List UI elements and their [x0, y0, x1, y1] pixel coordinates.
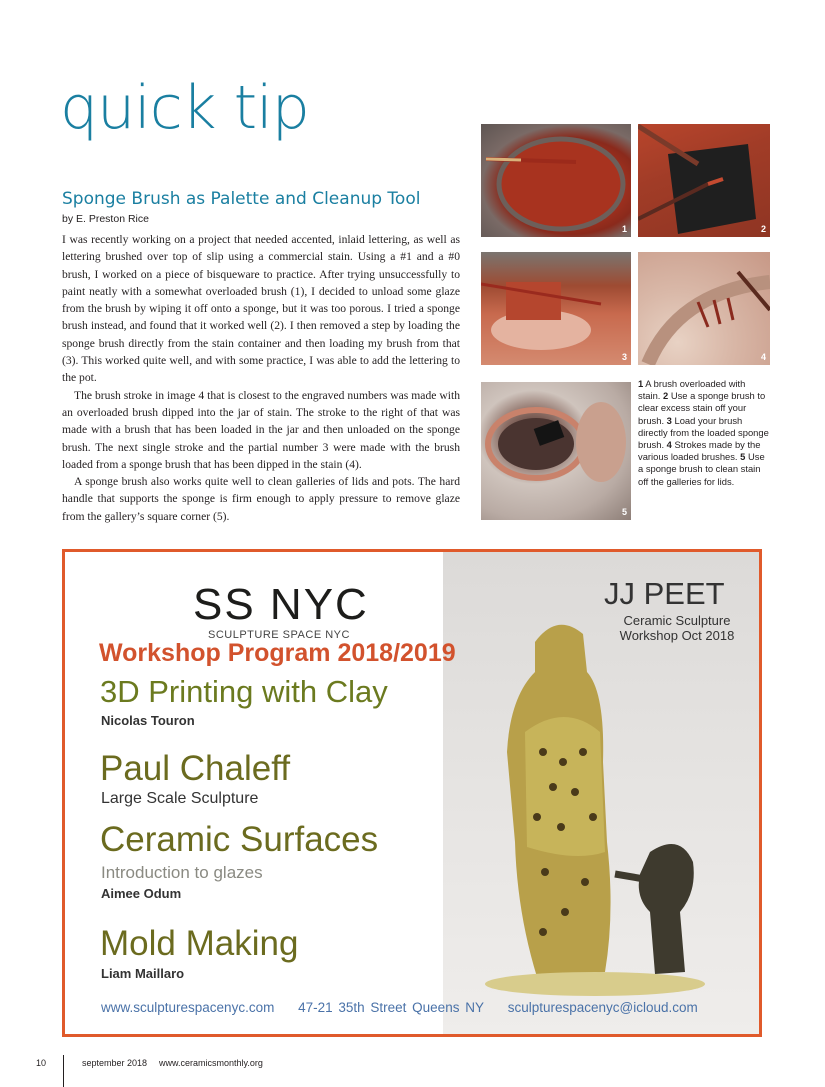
- ad-artist-line: Ceramic Sculpture: [623, 613, 731, 628]
- workshop-title: Mold Making: [100, 924, 299, 963]
- photo-sponge-brush: [638, 124, 770, 237]
- page-number: 10: [36, 1058, 47, 1068]
- ad-logo: SS NYC: [193, 580, 369, 629]
- photo-strokes: [638, 252, 770, 365]
- workshop-subtitle: Large Scale Sculpture: [101, 790, 259, 807]
- photo-number: 2: [760, 224, 766, 234]
- photo-illustration: [481, 124, 631, 237]
- workshop-title: Ceramic Surfaces: [100, 820, 379, 859]
- photo-number: 5: [621, 507, 627, 517]
- byline: by E. Preston Rice: [62, 213, 149, 225]
- workshop-title: Paul Chaleff: [100, 749, 291, 788]
- issue-date: september 2018: [82, 1058, 148, 1068]
- photo-load-brush: [481, 252, 631, 365]
- folio-divider: [63, 1055, 64, 1087]
- body-paragraph: The brush stroke in image 4 that is closest to the engraved numbers was made with an overloaded brush dipped into the jar of stain. The stroke to the right of that was made with a brush that has been loaded in the jar and then unloaded on the sponge brush. The next single stroke and the partial number 3 were made with the brush loaded from a sponge brush that has been dipped in the stain (4).: [62, 388, 460, 471]
- photo-illustration: [481, 252, 631, 365]
- caption-number: 3: [666, 414, 672, 426]
- photo-illustration: [481, 382, 631, 520]
- workshop-subtitle: Nicolas Touron: [101, 713, 195, 728]
- caption-text: A brush overloaded with stain.: [638, 378, 746, 402]
- body-paragraph: A sponge brush also works quite well to clean galleries of lids and pots. The hard handle that supports the sponge is firm enough to apply pressure to remove glaze from the gallery’s square corner (5).: [62, 475, 460, 523]
- photo-number: 3: [621, 352, 627, 362]
- caption-text: Use a sponge brush to clean stain off the galleries for lids.: [638, 451, 765, 487]
- sculpture-photo: [465, 612, 725, 997]
- ad-artist-line: Workshop Oct 2018: [619, 628, 735, 643]
- ad-artist-name: JJ PEET: [604, 576, 725, 611]
- ad-program-title: Workshop Program 2018/2019: [99, 639, 456, 667]
- photo-brush-overloaded: [481, 124, 631, 237]
- advertisement[interactable]: [62, 549, 762, 1037]
- caption-text: Load your brush directly from the loaded sponge brush.: [638, 414, 769, 451]
- section-title: quick tip: [60, 73, 309, 143]
- caption-number: 2: [663, 390, 669, 402]
- photo-illustration: [638, 252, 770, 365]
- workshop-subtitle: Liam Maillaro: [101, 966, 185, 981]
- ad-address: 47-21 35th Street Queens NY: [298, 1000, 484, 1015]
- photo-illustration: [638, 124, 770, 237]
- magazine-url[interactable]: www.ceramicsmonthly.org: [159, 1058, 263, 1068]
- ad-email-link[interactable]: sculpturespacenyc@icloud.com: [507, 1000, 698, 1015]
- workshop-subtitle: Introduction to glazes: [101, 863, 263, 882]
- caption-number: 5: [740, 451, 746, 463]
- photo-number: 1: [621, 224, 627, 234]
- caption-text: Use a sponge brush to clear excess stain off your brush.: [638, 390, 766, 426]
- caption-text: Strokes made by the various loaded brushes.: [638, 439, 761, 463]
- ad-footer: [101, 1000, 716, 1015]
- caption-number: 1: [638, 378, 644, 389]
- article-title: Sponge Brush as Palette and Cleanup Tool: [62, 189, 421, 209]
- ad-website-link[interactable]: www.sculpturespacenyc.com: [101, 1000, 275, 1015]
- ad-logo-subtitle: SCULPTURE SPACE NYC: [208, 629, 350, 641]
- workshop-instructor: Aimee Odum: [101, 886, 182, 901]
- photo-number: 4: [760, 352, 766, 362]
- photo-clean-gallery: [481, 382, 631, 520]
- article-body: [62, 231, 460, 525]
- workshop-title: 3D Printing with Clay: [100, 674, 388, 709]
- caption-number: 4: [666, 439, 672, 451]
- body-paragraph: I was recently working on a project that needed accented, inlaid lettering, as well as lettering brushed over top of slip using a commercial stain. Using a #1 and a #0 brush, I worked on a piece of bisqueware to practice. After trying unsuccessfully to paint neatly with a somewhat overloaded brush (1), I decided to unload some glaze from the brush by wiping it off onto a sponge, but it was too porous. I tried a sponge brush instead, and found that it worked well (2). I then removed a step by loading the sponge brush directly from the stain container and then loading my brush from that (3). This worked quite well, and with some practice, I was able to add the lettering to the pot.: [62, 233, 460, 385]
- photo-captions: [638, 378, 770, 488]
